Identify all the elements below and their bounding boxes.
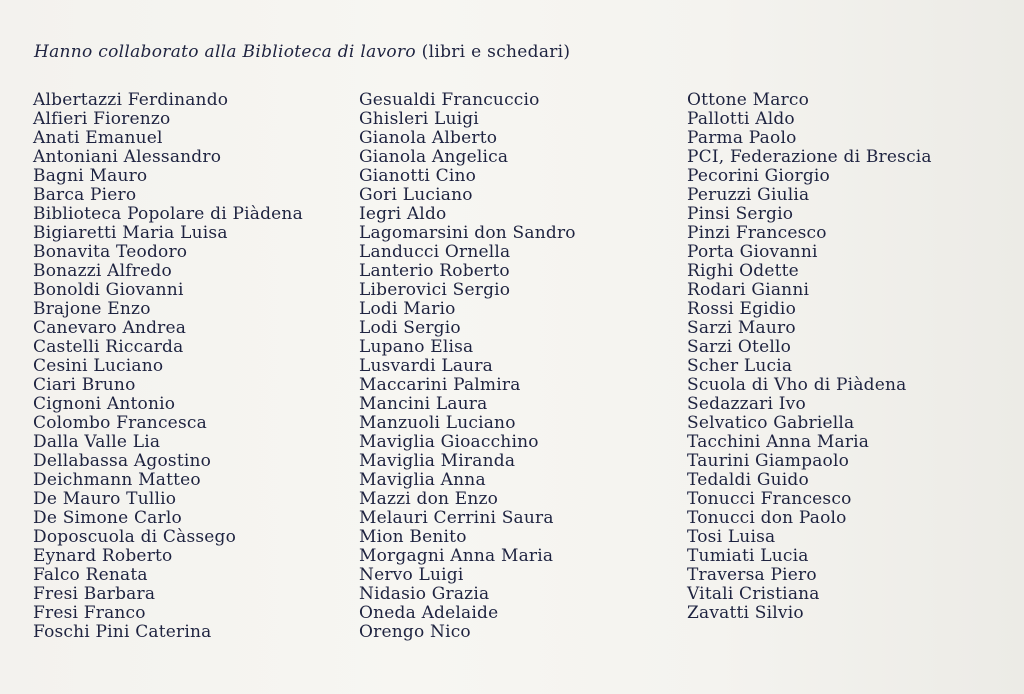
name-entry: De Mauro Tullio bbox=[33, 489, 177, 509]
name-entry: Morgagni Anna Maria bbox=[359, 546, 554, 566]
name-entry: Brajone Enzo bbox=[33, 299, 151, 319]
page-heading bbox=[34, 42, 570, 62]
name-entry: Ciari Bruno bbox=[33, 375, 136, 395]
name-entry: Nervo Luigi bbox=[359, 565, 464, 585]
name-entry: Righi Odette bbox=[687, 261, 799, 281]
name-entry: Pinzi Francesco bbox=[687, 223, 827, 243]
name-entry: Alfieri Fiorenzo bbox=[33, 109, 171, 129]
name-entry: Albertazzi Ferdinando bbox=[33, 90, 229, 110]
name-entry: Maviglia Anna bbox=[359, 470, 486, 490]
name-entry: Lupano Elisa bbox=[359, 337, 474, 357]
name-entry: Zavatti Silvio bbox=[687, 603, 804, 623]
name-entry: Deichmann Matteo bbox=[33, 470, 201, 490]
name-entry: Tonucci don Paolo bbox=[687, 508, 847, 528]
name-entry: Antoniani Alessandro bbox=[33, 147, 222, 167]
name-entry: Nidasio Grazia bbox=[359, 584, 490, 604]
name-entry: Biblioteca Popolare di Piàdena bbox=[33, 204, 303, 224]
name-entry: Traversa Piero bbox=[687, 565, 817, 585]
name-entry: PCI, Federazione di Brescia bbox=[687, 147, 932, 167]
name-entry: Pecorini Giorgio bbox=[687, 166, 830, 186]
name-entry: Tacchini Anna Maria bbox=[687, 432, 870, 452]
name-list-column-3 bbox=[687, 91, 932, 623]
name-entry: Oneda Adelaide bbox=[359, 603, 499, 623]
name-entry: Pinsi Sergio bbox=[687, 204, 794, 224]
name-entry: Cesini Luciano bbox=[33, 356, 164, 376]
name-entry: Gianola Alberto bbox=[359, 128, 498, 148]
name-entry: Tonucci Francesco bbox=[687, 489, 852, 509]
name-entry: Lanterio Roberto bbox=[359, 261, 510, 281]
name-entry: Tosi Luisa bbox=[687, 527, 776, 547]
name-entry: Parma Paolo bbox=[687, 128, 797, 148]
name-entry: Tedaldi Guido bbox=[687, 470, 809, 490]
name-entry: Castelli Riccarda bbox=[33, 337, 184, 357]
name-entry: Peruzzi Giulia bbox=[687, 185, 810, 205]
name-entry: Tumiati Lucia bbox=[687, 546, 809, 566]
name-entry: Sedazzari Ivo bbox=[687, 394, 806, 414]
name-entry: Bonoldi Giovanni bbox=[33, 280, 184, 300]
name-entry: De Simone Carlo bbox=[33, 508, 182, 528]
name-entry: Mion Benito bbox=[359, 527, 467, 547]
name-entry: Dellabassa Agostino bbox=[33, 451, 212, 471]
name-entry: Gianotti Cino bbox=[359, 166, 477, 186]
name-entry: Eynard Roberto bbox=[33, 546, 173, 566]
name-entry: Lodi Mario bbox=[359, 299, 456, 319]
name-entry: Doposcuola di Càssego bbox=[33, 527, 237, 547]
name-entry: Bigiaretti Maria Luisa bbox=[33, 223, 228, 243]
name-entry: Pallotti Aldo bbox=[687, 109, 795, 129]
name-entry: Vitali Cristiana bbox=[687, 584, 820, 604]
name-entry: Fresi Franco bbox=[33, 603, 146, 623]
name-entry: Gianola Angelica bbox=[359, 147, 509, 167]
name-entry: Rodari Gianni bbox=[687, 280, 810, 300]
name-entry: Sarzi Otello bbox=[687, 337, 792, 357]
name-entry: Colombo Francesca bbox=[33, 413, 207, 433]
name-entry: Canevaro Andrea bbox=[33, 318, 187, 338]
name-entry: Liberovici Sergio bbox=[359, 280, 511, 300]
name-entry: Ghisleri Luigi bbox=[359, 109, 479, 129]
name-entry: Mazzi don Enzo bbox=[359, 489, 499, 509]
name-entry: Bagni Mauro bbox=[33, 166, 148, 186]
name-entry: Gori Luciano bbox=[359, 185, 473, 205]
name-entry: Cignoni Antonio bbox=[33, 394, 176, 414]
name-list-column-2 bbox=[359, 91, 576, 642]
name-entry: Rossi Egidio bbox=[687, 299, 797, 319]
name-entry: Scher Lucia bbox=[687, 356, 793, 376]
name-entry: Fresi Barbara bbox=[33, 584, 156, 604]
heading-italic-text: Hanno collaborato alla Biblioteca di lavoro bbox=[34, 42, 416, 62]
name-entry: Dalla Valle Lia bbox=[33, 432, 161, 452]
name-entry: Porta Giovanni bbox=[687, 242, 818, 262]
name-entry: Barca Piero bbox=[33, 185, 137, 205]
name-entry: Iegri Aldo bbox=[359, 204, 447, 224]
name-entry: Lagomarsini don Sandro bbox=[359, 223, 576, 243]
name-entry: Foschi Pini Caterina bbox=[33, 622, 212, 642]
name-entry: Mancini Laura bbox=[359, 394, 488, 414]
name-entry: Lusvardi Laura bbox=[359, 356, 493, 376]
name-entry: Sarzi Mauro bbox=[687, 318, 796, 338]
name-entry: Ottone Marco bbox=[687, 90, 810, 110]
name-entry: Maccarini Palmira bbox=[359, 375, 521, 395]
name-entry: Landucci Ornella bbox=[359, 242, 511, 262]
name-entry: Manzuoli Luciano bbox=[359, 413, 516, 433]
name-entry: Selvatico Gabriella bbox=[687, 413, 855, 433]
name-entry: Bonavita Teodoro bbox=[33, 242, 188, 262]
name-entry: Maviglia Miranda bbox=[359, 451, 516, 471]
name-entry: Scuola di Vho di Piàdena bbox=[687, 375, 907, 395]
name-entry: Maviglia Gioacchino bbox=[359, 432, 539, 452]
name-entry: Melauri Cerrini Saura bbox=[359, 508, 554, 528]
name-entry: Lodi Sergio bbox=[359, 318, 461, 338]
name-entry: Orengo Nico bbox=[359, 622, 471, 642]
name-entry: Gesualdi Francuccio bbox=[359, 90, 540, 110]
name-entry: Anati Emanuel bbox=[33, 128, 163, 148]
name-list-column-1 bbox=[33, 91, 303, 642]
name-entry: Falco Renata bbox=[33, 565, 148, 585]
heading-roman-text: (libri e schedari) bbox=[421, 42, 571, 62]
name-entry: Taurini Giampaolo bbox=[687, 451, 850, 471]
name-entry: Bonazzi Alfredo bbox=[33, 261, 172, 281]
